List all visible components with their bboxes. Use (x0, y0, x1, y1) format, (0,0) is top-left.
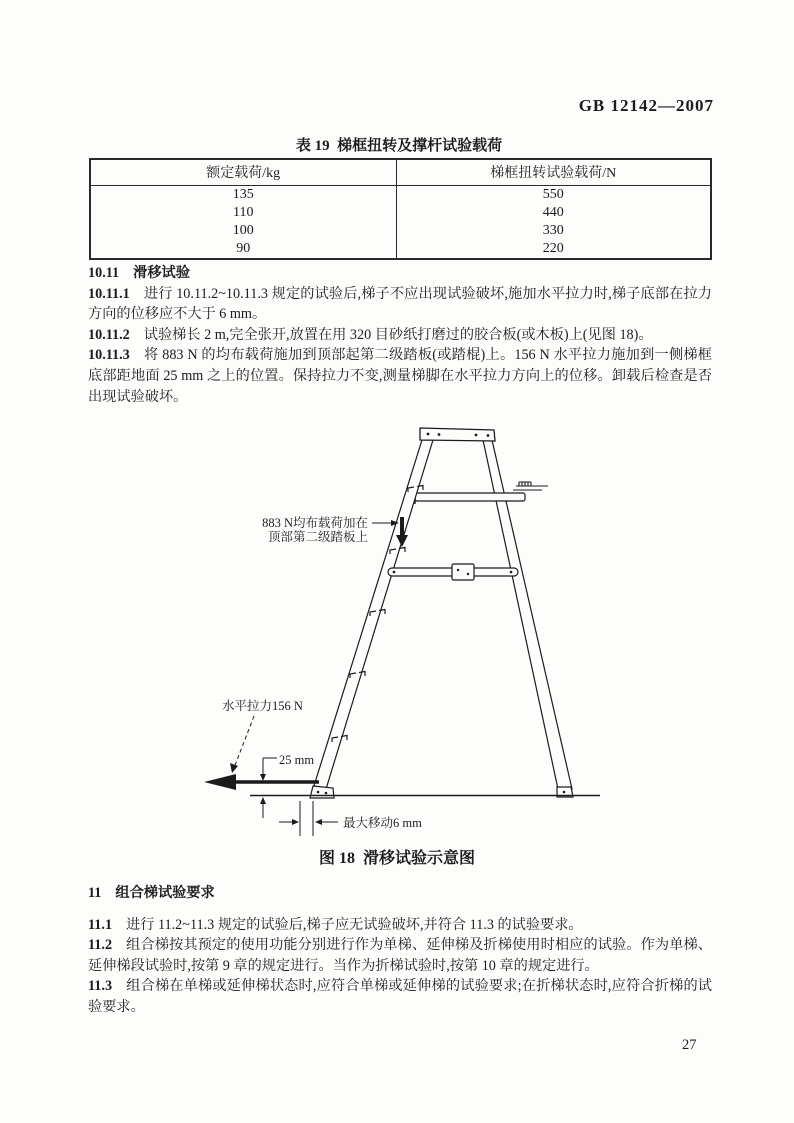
cell-test-load: 550 (542, 186, 564, 202)
col-header-rated-load: 额定载荷/kg (90, 159, 396, 185)
figure-18-ladder-diagram (180, 420, 660, 840)
clause-number: 10.11.3 (88, 347, 130, 364)
cell-rated-load: 110 (90, 204, 396, 222)
clause-paragraph (88, 325, 712, 346)
dim-6mm (279, 801, 338, 836)
load-label: 883 N均布载荷加在 (262, 516, 368, 530)
load-label: 顶部第二级踏板上 (267, 530, 368, 544)
spreader-bar (388, 564, 518, 580)
table-19 (89, 158, 712, 260)
ladder-top-cap (420, 428, 495, 441)
ladder-tray (513, 482, 548, 490)
section-11 (88, 883, 712, 1018)
clause-text: 组合梯在单梯或延伸梯状态时,应符合单梯或延伸梯的试验要求;在折梯状态时,应符合折梯的试验要求。 (88, 978, 712, 1015)
clause-paragraph (88, 915, 712, 936)
clause-text: 组合梯按其预定的使用功能分别进行作为单梯、延伸梯及折梯使用时相应的试验。作为单梯、延伸梯段试验时,按第 9 章的规定进行。当作为折梯试验时,按第 10 章的规定进行。 (88, 937, 712, 974)
cell-rated-load: 90 (90, 240, 396, 259)
pull-leader-arrow (230, 716, 254, 773)
clause-number: 11.1 (88, 916, 113, 933)
clause-number: 10.11.1 (88, 285, 130, 302)
ladder-left-foot (310, 786, 334, 798)
dim-25mm (260, 758, 277, 818)
clause-paragraph (88, 284, 712, 325)
clause-title: 组合梯试验要求 (115, 885, 215, 901)
clause-number: 10.11 (88, 265, 120, 281)
table-header-row (90, 159, 711, 185)
clause-text: 进行 11.2~11.3 规定的试验后,梯子应无试验破坏,并符合 11.3 的试验要求。 (126, 916, 583, 933)
ladder-left-rail (313, 440, 433, 789)
cell-rated-load: 100 (90, 222, 396, 240)
table-row (90, 240, 711, 259)
table-row (90, 185, 711, 204)
dim-6-label: 最大移动6 mm (343, 816, 422, 830)
cell-test-load: 220 (542, 240, 564, 256)
cell-test-load: 440 (542, 204, 564, 220)
clause-number: 10.11.2 (88, 326, 130, 343)
clause-number: 11 (88, 885, 102, 901)
clause-number: 11.2 (88, 937, 113, 954)
pull-label: 水平拉力156 N (222, 699, 303, 713)
table-19-title: 表 19 梯框扭转及撑杆试验载荷 (295, 138, 503, 154)
cell-test-load: 330 (542, 222, 564, 238)
clause-heading (88, 883, 712, 904)
standard-number: GB 12142—2007 (578, 96, 714, 115)
clause-paragraph (88, 345, 712, 407)
clause-text: 试验梯长 2 m,完全张开,放置在用 320 目砂纸打磨过的胶合板(或木板)上(见图 18)。 (143, 326, 653, 343)
cell-rated-load: 135 (90, 185, 396, 204)
clause-text: 进行 10.11.2~10.11.3 规定的试验后,梯子不应出现试验破坏,施加水平拉力时,梯子底部在拉力方向的位移应不大于 6 mm。 (88, 285, 712, 323)
section-10-11 (88, 263, 712, 407)
clause-text: 将 883 N 的均布载荷施加到顶部起第二级踏板(或踏棍)上。156 N 水平拉力施加到一侧梯框底部距地面 25 mm 之上的位置。保持拉力不变,测量梯脚在水平拉力方向上的位移。卸载后检查是否出现试验破坏。 (88, 347, 712, 405)
table-row (90, 204, 711, 222)
ladder-right-rail (483, 440, 572, 789)
clause-number: 11.3 (88, 978, 113, 995)
col-header-torsion-load: 梯框扭转试验载荷/N (396, 159, 711, 185)
clause-title: 滑移试验 (133, 265, 190, 281)
ladder-step (415, 490, 525, 504)
page-number: 27 (682, 1037, 697, 1053)
dim-25-label: 25 mm (279, 753, 315, 767)
table-row (90, 222, 711, 240)
clause-paragraph (88, 935, 712, 976)
clause-heading (88, 263, 712, 284)
clause-paragraph (88, 976, 712, 1017)
figure-18-caption: 图 18 滑移试验示意图 (318, 850, 475, 867)
